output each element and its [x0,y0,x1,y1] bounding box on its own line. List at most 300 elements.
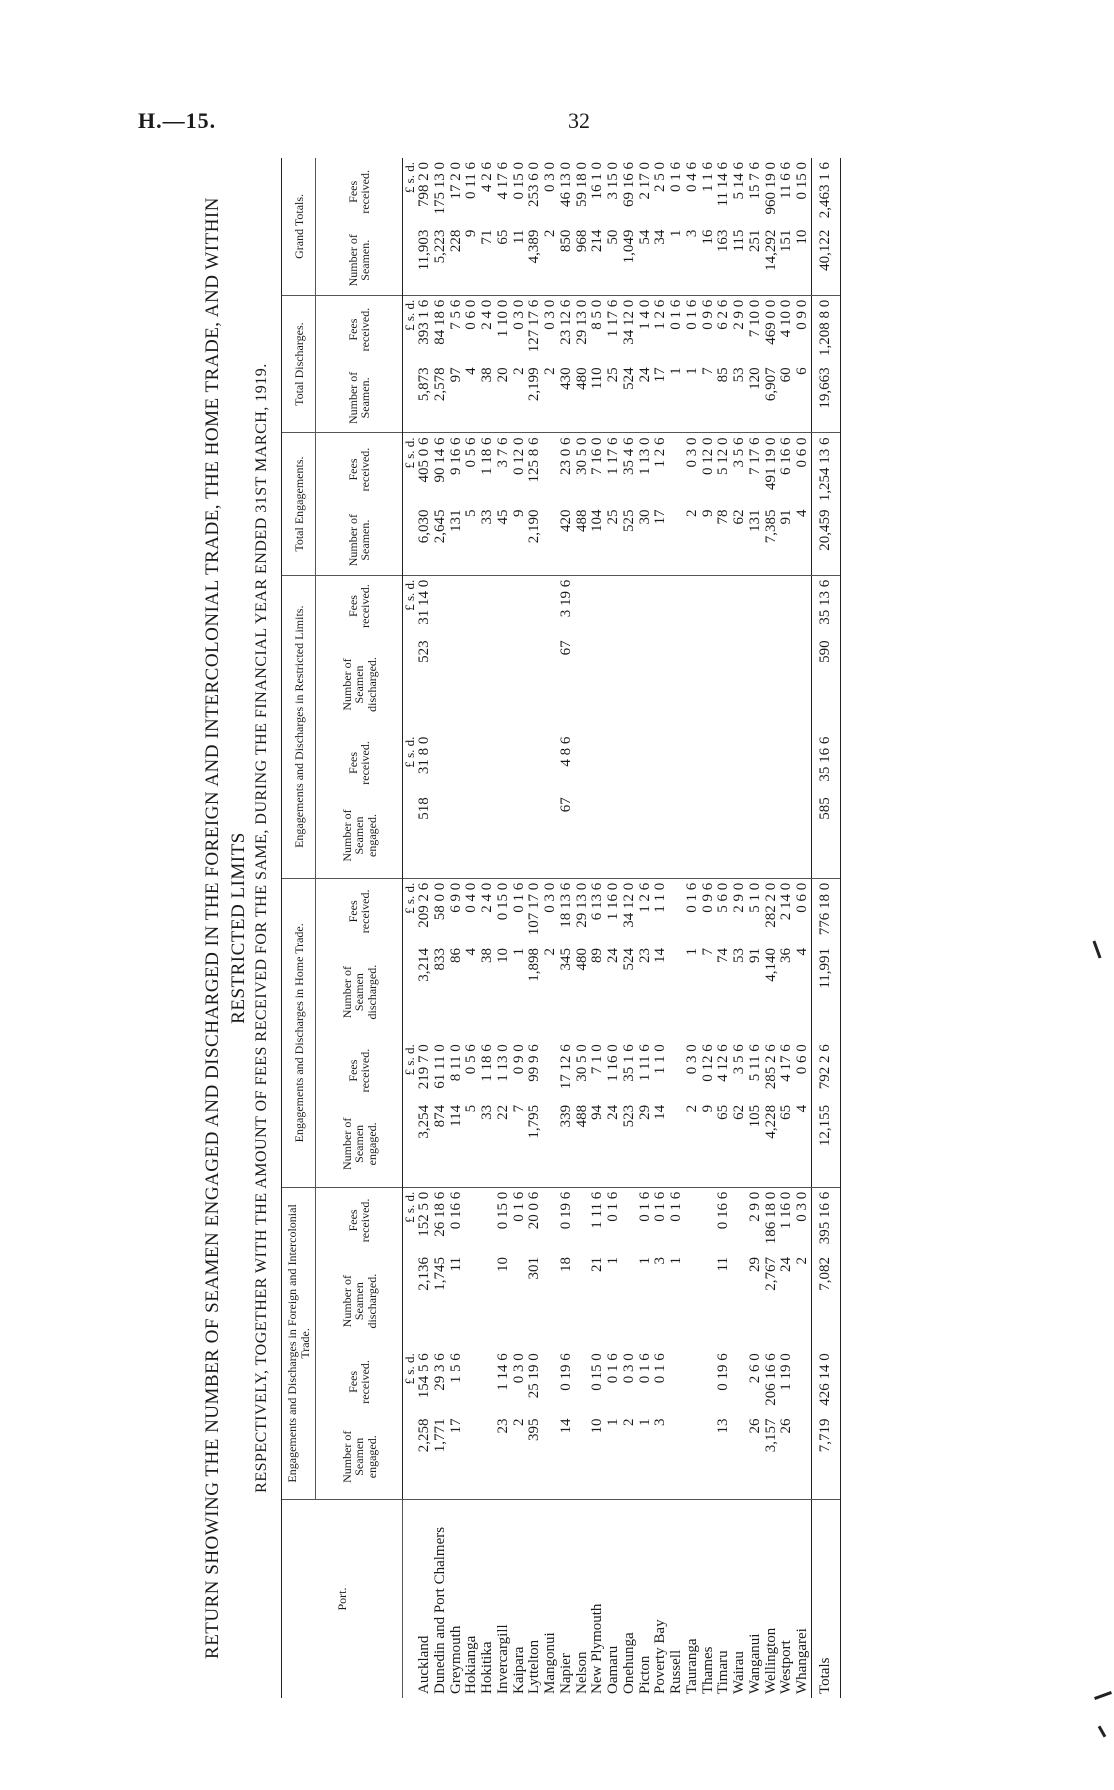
table-cell: 17 [449,1415,465,1500]
table-cell [590,575,606,636]
table-cell: 2,767 [762,1257,779,1291]
table-cell [496,575,512,636]
table-cell [779,793,795,878]
table-row [575,158,591,1698]
table-cell: 0 11 6 [463,162,480,199]
table-cell: 1,771 [433,1415,449,1500]
sub-header-fees: Fees received. [316,1187,403,1253]
table-cell [622,793,638,878]
table-cell [622,1253,638,1349]
table-cell: 0 12 0 [510,437,527,475]
table-cell: 2 [794,1257,811,1265]
table-cell: 4,228 [764,1101,780,1187]
table-cell: 16 1 0 [589,162,606,200]
table-cell: 35 1 6 [620,1044,637,1082]
table-cell [716,636,732,732]
table-cell [433,575,449,636]
table-cell [480,793,496,878]
table-cell: 0 19 6 [557,1191,574,1230]
table-cell: 104 [590,506,606,576]
table-cell: 488 [575,1101,591,1187]
table-cell: 776 18 0 [811,878,840,944]
table-cell: 4 2 6 [479,162,496,192]
table-cell: 4 10 0 [778,299,795,338]
table-cell [512,733,528,794]
table-cell [543,636,559,732]
sub-header-fees: Fees received. [316,1040,403,1101]
table-cell [701,793,717,878]
table-cell [543,733,559,794]
table-cell: 0 3 0 [542,162,559,192]
table-cell: 0 15 0 [794,162,811,200]
table-cell: 0 1 6 [636,1353,653,1384]
port-name: Invercargill [494,1624,511,1694]
table-cell: 29 13 0 [573,299,590,345]
totals-label: Totals [811,1500,840,1699]
table-cell: 2,578 [433,363,449,433]
table-cell: 4 [795,1101,811,1187]
table-cell: 219 7 0 [416,1044,433,1090]
table-cell: 2,199 [527,363,543,433]
table-row [638,158,654,1698]
table-cell [638,636,654,732]
table-cell: 4 8 6 [557,736,574,767]
table-cell: 23 [636,947,653,963]
table-cell: 393 1 6 [416,299,433,345]
table-cell: 3 7 6 [494,437,511,468]
table-cell [669,1415,685,1500]
table-cell [685,793,701,878]
table-cell: 69 16 6 [620,162,637,207]
totals-row [811,158,840,1698]
table-cell: 5 [464,1101,480,1187]
table-cell: 5 12 0 [715,437,732,475]
table-cell: 0 16 6 [715,1191,732,1230]
table-cell: 3 [653,1415,669,1500]
table-cell: 6 13 6 [589,882,606,921]
table-cell: 8 11 0 [447,1044,464,1082]
port-name: Wanganui [746,1633,763,1694]
table-cell: 6 16 6 [778,437,795,475]
table-cell [449,636,465,732]
table-cell: 1 11 6 [636,1044,653,1082]
table-cell: 282 2 0 [762,882,779,928]
table-cell [701,636,717,732]
table-cell: 405 0 6 [416,437,433,483]
table-cell: 38 [479,947,496,963]
table-cell [685,636,701,732]
table-cell: 524 [620,947,637,971]
table-cell: 2 [512,363,528,433]
table-cell [575,733,591,794]
table-cell [433,733,449,794]
table-cell: 18 [557,1257,574,1272]
total-discharges-header: Total Discharges. [282,295,316,433]
table-cell: 1 [683,947,700,956]
table-title: RETURN SHOWING THE NUMBER OF SEAMEN ENGAGED AND DISCHARGED IN THE FOREIGN AND INTERCOLONIAL TRADE, THE HOME TRADE, AND WITHIN RESTRICTED LIMITS [202,197,249,1659]
table-cell: 3 [652,1257,669,1265]
table-cell [464,1349,480,1414]
table-cell: 0 1 6 [510,882,527,913]
table-cell: 67 [557,640,574,656]
table-cell [622,575,638,636]
table-cell: 251 [748,226,764,296]
table-cell [622,636,638,732]
table-cell: 0 12 6 [699,1044,716,1082]
table-cell: 7,385 [764,506,780,576]
port-name: Poverty Bay [652,1619,669,1694]
table-cell: 1 [606,1415,622,1500]
table-cell: 0 1 6 [683,882,700,913]
table-cell [480,1349,496,1414]
table-cell: 0 15 0 [494,882,511,921]
table-cell: 3,214 [416,947,433,982]
sub-header-discharged: Number of Seamen discharged. [316,944,403,1040]
table-cell: 2,190 [527,506,543,576]
table-cell [575,1349,591,1414]
table-cell: 17 12 6 [557,1044,574,1090]
table-row [464,158,480,1698]
table-cell: 2,645 [433,506,449,576]
table-cell: 2 [543,226,559,296]
table-cell: 67 [559,793,575,878]
port-name: Nelson [573,1651,590,1694]
table-cell: 105 [748,1101,764,1187]
table-cell: 1 1 0 [652,1044,669,1075]
table-cell: 0 1 6 [636,1191,653,1222]
table-cell: 206 16 6 [762,1353,779,1406]
table-cell: 91 [779,506,795,576]
table-cell [701,1253,717,1349]
seamen-return-table [281,158,840,1698]
table-cell: 874 [433,1101,449,1187]
table-cell: 6 9 0 [447,882,464,913]
table-cell: 94 [590,1101,606,1187]
table-cell [464,636,480,732]
table-cell: 154 5 6 [416,1353,433,1399]
table-cell: 0 1 6 [510,1191,527,1222]
table-cell [464,1415,480,1500]
table-cell [716,733,732,794]
table-cell: 0 3 0 [683,1044,700,1075]
table-cell: 7 17 6 [746,437,763,475]
currency-units: £ s. d. [402,162,418,194]
table-cell: 1,745 [431,1257,448,1291]
table-cell: 7,719 [811,1415,840,1500]
table-cell: 10 [795,226,811,296]
table-cell: 1 [638,1415,654,1500]
table-cell: 186 18 0 [762,1191,779,1245]
table-cell: 792 2 6 [811,1040,840,1101]
table-cell: 430 [559,363,575,433]
table-cell [527,575,543,636]
table-cell: 0 3 0 [510,299,527,330]
table-cell: 0 3 0 [542,882,559,913]
port-name: Timaru [715,1650,732,1694]
table-cell [590,793,606,878]
table-cell: 25 19 0 [526,1353,543,1399]
table-cell: 523 [622,1101,638,1187]
table-cell [748,575,764,636]
table-cell [795,636,811,732]
table-cell: 31 8 0 [416,736,433,775]
table-cell [732,1415,748,1500]
table-cell [716,793,732,878]
table-cell [606,636,622,732]
table-cell [527,793,543,878]
table-cell: 2 14 0 [778,882,795,921]
table-cell: 25 [606,363,622,433]
table-cell: 1 1 6 [699,162,716,192]
table-cell: 78 [716,506,732,576]
table-row [496,158,512,1698]
table-cell: 0 16 6 [447,1191,464,1230]
table-cell: 14,292 [764,226,780,296]
table-cell: 23 12 6 [557,299,574,345]
table-row [669,158,685,1698]
table-cell: 1 18 6 [479,1044,496,1082]
table-cell: 2 [542,947,559,956]
table-row [433,158,449,1698]
port-name: Kaipara [510,1646,527,1694]
table-cell [779,733,795,794]
table-cell: 585 [811,793,840,878]
table-cell: 0 1 6 [605,1353,622,1384]
table-cell: 0 4 0 [463,882,480,913]
table-cell: 0 3 0 [510,1353,527,1384]
table-cell: 127 17 6 [526,299,543,353]
home-trade-header: Engagements and Discharges in Home Trade. [282,878,316,1187]
table-cell [795,1349,811,1414]
table-cell: 11 [715,1257,732,1272]
table-cell: 59 18 0 [573,162,590,207]
table-cell: 18 13 6 [557,882,574,928]
table-cell: 798 2 0 [416,162,433,207]
table-cell [622,1187,638,1253]
table-cell: 99 9 6 [526,1044,543,1082]
table-cell: 90 14 6 [431,437,448,483]
table-cell: 24 [606,1101,622,1187]
table-cell: 89 [589,947,606,963]
table-cell: 15 7 6 [746,162,763,200]
table-cell: 0 15 0 [589,1353,606,1391]
table-cell: 2 [685,1101,701,1187]
table-cell [480,575,496,636]
port-name: Whangarei [794,1628,811,1694]
table-cell [464,1253,480,1349]
table-cell [575,575,591,636]
table-cell [449,575,465,636]
table-row [449,158,465,1698]
sub-header-discharged: Number of Seamen discharged. [316,1253,403,1349]
table-cell: 4 [464,363,480,433]
table-cell [543,1415,559,1500]
table-cell [575,1187,591,1253]
table-cell: 11,903 [417,226,433,296]
table-cell [685,575,701,636]
table-row [559,158,575,1698]
table-cell [732,793,748,878]
table-cell: 3 5 6 [731,1044,748,1075]
table-cell [779,636,795,732]
table-cell: 14 [653,1101,669,1187]
table-cell [685,1187,701,1253]
total-engagements-header: Total Engagements. [282,433,316,575]
table-cell [685,733,701,794]
table-cell: 24 [778,1257,795,1272]
currency-units: £ s. d. [402,299,418,331]
table-row [417,158,433,1698]
table-cell [480,733,496,794]
currency-units: £ s. d. [402,882,418,914]
table-cell: 62 [732,506,748,576]
table-cell: 491 19 0 [762,437,779,490]
table-cell: 2 9 0 [746,1191,763,1222]
table-cell: 524 [622,363,638,433]
table-cell [543,506,559,576]
table-cell: 488 [575,506,591,576]
table-cell [480,636,496,732]
table-cell [669,1101,685,1187]
table-cell: 4 [794,947,811,956]
table-cell: 1 5 6 [447,1353,464,1384]
table-cell: 17 2 0 [447,162,464,200]
table-cell: 35 13 6 [811,575,840,636]
table-cell: 0 9 0 [794,299,811,330]
table-cell: 253 6 0 [526,162,543,207]
table-cell: 2,136 [416,1257,433,1291]
table-cell [669,733,685,794]
table-cell: 4,389 [527,226,543,296]
table-cell: 5 6 0 [715,882,732,913]
table-cell: 301 [526,1257,543,1280]
table-cell [748,636,764,732]
table-row [480,158,496,1698]
table-cell: 285 2 6 [762,1044,779,1090]
table-cell: 29 3 6 [431,1353,448,1391]
page-number-label: H.—15. [138,108,217,133]
port-column-header: Port. [282,1500,403,1699]
table-cell: 61 11 0 [431,1044,448,1089]
table-cell: 1 2 6 [652,437,669,468]
table-cell: 6,030 [417,506,433,576]
table-cell: 7 10 0 [746,299,763,338]
table-cell [669,506,685,576]
table-cell [732,575,748,636]
table-cell: 3 15 0 [605,162,622,200]
table-cell [433,793,449,878]
table-cell: 131 [449,506,465,576]
port-name: Mangonui [542,1632,559,1694]
table-cell [669,575,685,636]
table-cell: 2 4 0 [479,299,496,330]
table-cell: 34 12 0 [620,299,637,345]
table-cell: 163 [716,226,732,296]
sub-header-seamen: Number of Seamen. [316,363,403,433]
sub-header-engaged: Number of Seamen engaged. [316,1415,403,1500]
table-cell [701,1187,717,1253]
table-cell: 5,223 [433,226,449,296]
table-cell: 12,155 [811,1101,840,1187]
table-row [701,158,717,1698]
table-cell: 0 12 0 [699,437,716,475]
port-name: Dunedin and Port Chalmers [431,1526,448,1694]
table-cell: 10 [494,947,511,963]
table-cell: 4 17 6 [494,162,511,200]
table-cell [527,636,543,732]
table-cell [464,793,480,878]
table-cell: 33 [480,1101,496,1187]
table-cell: 523 [416,640,433,663]
table-cell: 45 [496,506,512,576]
table-cell: 2 4 0 [479,882,496,913]
restricted-limits-header: Engagements and Discharges in Restricted Limits. [282,575,316,878]
table-cell: 2,258 [417,1415,433,1500]
table-cell: 29 13 0 [573,882,590,928]
table-cell: 65 [496,226,512,296]
table-row [716,158,732,1698]
table-cell: 1 18 6 [479,437,496,475]
table-cell: 2 [512,1415,528,1500]
table-cell: 20,459 [811,506,840,576]
table-cell: 21 [589,1257,606,1272]
table-cell [669,944,685,1040]
table-cell [795,733,811,794]
table-cell: 86 [447,947,464,963]
table-cell [685,1253,701,1349]
table-cell: 1,254 13 6 [811,433,840,506]
table-cell: 339 [559,1101,575,1187]
table-cell: 125 8 6 [526,437,543,483]
scan-mark [1093,941,1102,959]
table-cell: 0 6 0 [794,1044,811,1075]
table-cell [638,575,654,636]
sub-header-fees: Fees received. [316,1349,403,1414]
table-cell [701,1415,717,1500]
table-cell: 1 [510,947,527,956]
table-cell: 65 [779,1101,795,1187]
table-cell: 4 [463,947,480,956]
table-cell [543,575,559,636]
table-cell: 395 [527,1415,543,1500]
table-cell: 151 [779,226,795,296]
page-number: 32 [568,108,590,133]
table-cell: 13 [716,1415,732,1500]
table-cell: 110 [590,363,606,433]
table-cell: 0 9 6 [699,882,716,913]
table-cell: 60 [779,363,795,433]
table-cell: 62 [732,1101,748,1187]
port-name: Wairau [731,1651,748,1694]
table-cell: 6,907 [764,363,780,433]
table-cell [701,1349,717,1414]
table-cell: 85 [716,363,732,433]
table-cell [622,733,638,794]
table-cell [496,636,512,732]
table-cell: 1 16 0 [605,882,622,921]
table-cell: 30 5 0 [573,1044,590,1082]
currency-units-row [403,158,417,1698]
table-cell [543,1101,559,1187]
table-cell: 16 [701,226,717,296]
table-cell: 2 9 0 [731,882,748,913]
table-cell [669,878,685,944]
table-cell [716,575,732,636]
table-cell: 11 14 6 [715,162,732,207]
table-cell: 58 0 0 [431,882,448,921]
table-cell: 1 16 0 [778,1191,795,1230]
table-cell: 0 15 0 [510,162,527,200]
